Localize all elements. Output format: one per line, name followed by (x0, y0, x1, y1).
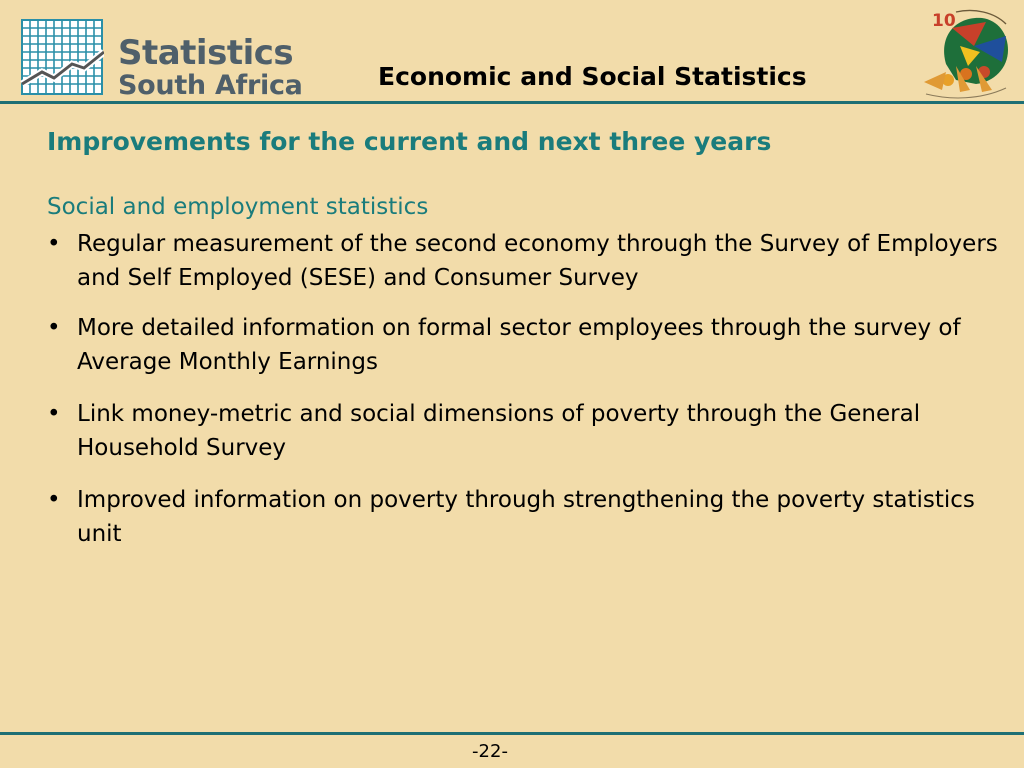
bullet-item (47, 483, 1007, 551)
svg-text:10: 10 (932, 11, 956, 31)
statistics-grid-icon (20, 18, 104, 96)
bullet-text: Link money-metric and social dimensions of poverty through the General Household Survey (77, 401, 921, 461)
section-label: Social and employment statistics (47, 194, 429, 220)
bullet-symbol: • (47, 401, 61, 427)
bullet-symbol: • (47, 315, 61, 341)
bullet-symbol: • (47, 487, 61, 513)
slide-heading: Improvements for the current and next three years (47, 127, 772, 156)
bullet-text: Regular measurement of the second economy through the Survey of Employers and Self Employed (SESE) and Consumer Survey (77, 231, 998, 291)
bullet-item (47, 227, 1007, 295)
bullet-text: Improved information on poverty through strengthening the poverty statistics unit (77, 487, 975, 547)
bullet-list (47, 227, 1007, 569)
page-number: -22- (472, 741, 508, 762)
ten-years-freedom-emblem (916, 6, 1014, 102)
header-title: Economic and Social Statistics (378, 62, 807, 91)
statssa-logo (16, 14, 308, 100)
bullet-item (47, 311, 1007, 379)
org-name-line1: Statistics (118, 33, 294, 73)
org-name-line2: South Africa (118, 70, 303, 101)
bullet-text: More detailed information on formal sector employees through the survey of Average Monthly Earnings (77, 315, 961, 375)
org-name (118, 33, 303, 101)
bullet-symbol: • (47, 231, 61, 257)
bullet-item (47, 397, 1007, 465)
footer-rule (0, 732, 1024, 735)
header-rule (0, 101, 1024, 104)
